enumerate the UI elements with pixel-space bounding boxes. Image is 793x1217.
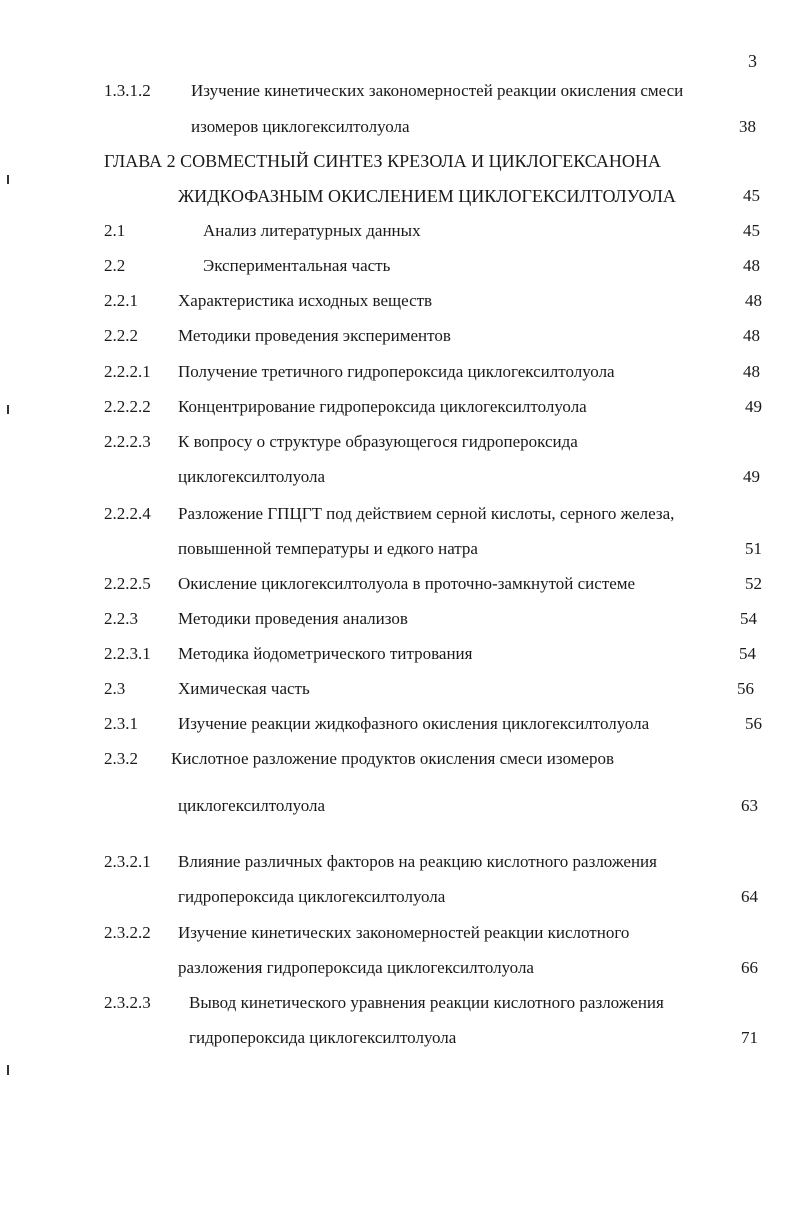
toc-entry-title: Методики проведения анализов — [178, 609, 408, 628]
toc-entry-number: 2.2.2 — [104, 326, 138, 345]
toc-entry-number: 2.3.1 — [104, 714, 138, 733]
toc-entry-title: Концентрирование гидропероксида циклогексилтолуола — [178, 397, 587, 416]
chapter-heading: ГЛАВА 2 СОВМЕСТНЫЙ СИНТЕЗ КРЕЗОЛА И ЦИКЛОГЕКСАНОНА — [104, 151, 661, 171]
toc-entry-title: изомеров циклогексилтолуола — [191, 117, 410, 136]
toc-entry-title: Влияние различных факторов на реакцию кислотного разложения — [178, 852, 657, 871]
toc-entry-number: 2.2 — [104, 256, 126, 275]
toc-entry-title: Изучение кинетических закономерностей реакции окисления смеси — [191, 81, 684, 100]
toc-entry-page: 54 — [740, 609, 757, 628]
toc-entry-number: 2.3.2 — [104, 749, 138, 768]
toc-entry-title: Изучение реакции жидкофазного окисления циклогексилтолуола — [178, 714, 650, 733]
toc-entry-page: 45 — [743, 221, 760, 240]
toc-entry-number: 2.1 — [104, 221, 126, 240]
toc-entry-title: Химическая часть — [178, 679, 310, 698]
toc-entry-page: 48 — [743, 256, 760, 275]
toc-entry-number: 2.3.2.3 — [104, 993, 151, 1012]
toc-entry-title: циклогексилтолуола — [178, 796, 326, 815]
toc-entry-title: разложения гидропероксида циклогексилтолуола — [178, 958, 534, 977]
scan-mark — [7, 1065, 9, 1075]
toc-entry-title: К вопросу о структуре образующегося гидропероксида — [178, 432, 578, 451]
toc-entry-page: 48 — [745, 291, 762, 310]
toc-entry-title: Вывод кинетического уравнения реакции кислотного разложения — [189, 993, 664, 1012]
toc-entry-page: 49 — [743, 467, 760, 486]
toc-entry-title: Разложение ГПЦГТ под действием серной кислоты, серного железа, — [178, 504, 675, 523]
toc-entry-page: 56 — [737, 679, 754, 698]
toc-entry-page: 51 — [745, 539, 762, 558]
toc-entry-title: гидропероксида циклогексилтолуола — [189, 1028, 457, 1047]
toc-entry-title: повышенной температуры и едкого натра — [178, 539, 478, 558]
toc-entry-number: 2.3.2.1 — [104, 852, 151, 871]
toc-entry-page: 52 — [745, 574, 762, 593]
toc-entry-page: 48 — [743, 326, 760, 345]
toc-entry-title: Анализ литературных данных — [203, 221, 421, 240]
toc-entry-page: 38 — [739, 117, 756, 136]
toc-entry-title: Методики проведения экспериментов — [178, 326, 451, 345]
toc-entry-number: 2.2.3 — [104, 609, 138, 628]
toc-entry-page: 49 — [745, 397, 762, 416]
toc-entry-number: 2.2.1 — [104, 291, 138, 310]
chapter-heading: ЖИДКОФАЗНЫМ ОКИСЛЕНИЕМ ЦИКЛОГЕКСИЛТОЛУОЛА — [178, 186, 676, 206]
toc-entry-title: Кислотное разложение продуктов окисления смеси изомеров — [171, 749, 615, 768]
toc-entry-title: Экспериментальная часть — [203, 256, 391, 275]
toc-entry-title: Окисление циклогексилтолуола в проточно-замкнутой системе — [178, 574, 636, 593]
toc-entry-title: Методика йодометрического титрования — [178, 644, 473, 663]
toc-entry-number: 2.2.2.1 — [104, 362, 151, 381]
toc-entry-page: 63 — [741, 796, 758, 815]
scan-mark — [7, 175, 9, 184]
toc-entry-title: гидропероксида циклогексилтолуола — [178, 887, 446, 906]
toc-entry-page: 56 — [745, 714, 762, 733]
toc-entry-number: 2.3 — [104, 679, 126, 698]
toc-entry-page: 45 — [743, 186, 760, 205]
toc-entry-title: циклогексилтолуола — [178, 467, 326, 486]
toc-entry-number: 2.2.2.2 — [104, 397, 151, 416]
toc-entry-title: Получение третичного гидропероксида циклогексилтолуола — [178, 362, 615, 381]
toc-entry-number: 1.3.1.2 — [104, 81, 151, 100]
toc-entry-title: Изучение кинетических закономерностей реакции кислотного — [178, 923, 630, 942]
toc-entry-number: 2.2.2.3 — [104, 432, 151, 451]
page-number: 3 — [748, 51, 757, 71]
toc-entry-page: 54 — [739, 644, 756, 663]
toc-entry-page: 66 — [741, 958, 758, 977]
toc-entry-number: 2.3.2.2 — [104, 923, 151, 942]
toc-entry-number: 2.2.3.1 — [104, 644, 151, 663]
toc-entry-page: 64 — [741, 887, 758, 906]
toc-entry-number: 2.2.2.5 — [104, 574, 151, 593]
toc-entry-title: Характеристика исходных веществ — [178, 291, 433, 310]
toc-entry-number: 2.2.2.4 — [104, 504, 151, 523]
scan-mark — [7, 405, 9, 414]
toc-entry-page: 48 — [743, 362, 760, 381]
toc-entry-page: 71 — [741, 1028, 758, 1047]
